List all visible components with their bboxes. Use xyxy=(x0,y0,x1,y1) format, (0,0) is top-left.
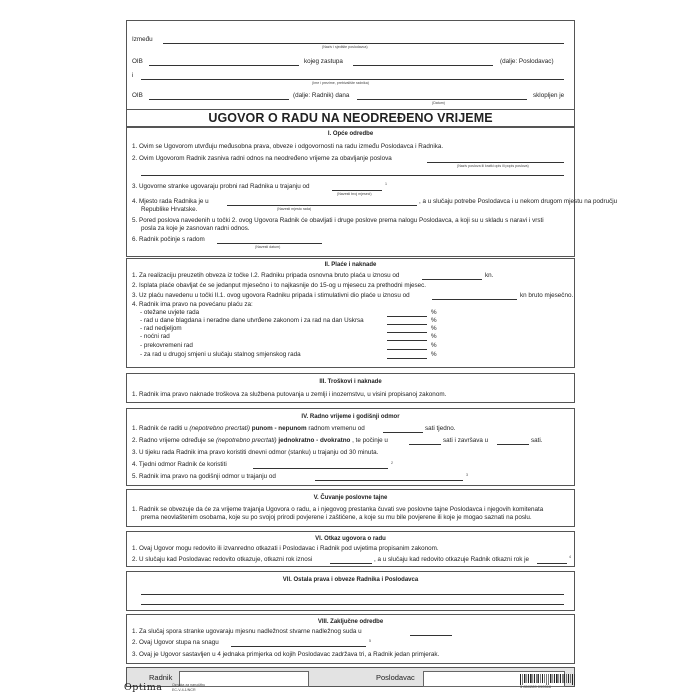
section-3-heading: III. Troškovi i naknade xyxy=(319,379,382,385)
section-4-heading: IV. Radno vrijeme i godišnji odmor xyxy=(301,414,400,420)
s2-row-2-pct: % xyxy=(431,317,437,324)
s1-item-2-hint: (Naziv poslova ili kratki opis ili popis poslova) xyxy=(457,164,529,168)
s4-item-1a: 1. Radnik će raditi u xyxy=(132,425,188,432)
s4-item-1d: radnom vremenu od xyxy=(308,425,365,432)
s8-item-1: 1. Za slučaj spora stranke ugovaraju mjesnu nadležnost stvarne nadležnog suda u xyxy=(132,628,362,635)
s2-row-4-line[interactable] xyxy=(387,340,427,341)
s1-item-2: 2. Ovim Ugovorom Radnik zasniva radni odnos na neodređeno vrijeme za obavljanje poslova xyxy=(132,155,392,162)
employee-oib-line[interactable] xyxy=(149,99,289,100)
s8-effective-line[interactable] xyxy=(231,646,366,647)
dalje-poslodavac-label: (dalje: Poslodavac) xyxy=(500,58,554,65)
s3-item-1: 1. Radnik ima pravo naknade troškova za službena putovanja u zemlji i inozemstvu, u visini propisanoj zakonom. xyxy=(132,391,447,398)
s2-row-1-line[interactable] xyxy=(387,316,427,317)
employee-hint: (Ime i prezime, prebivalište radnika) xyxy=(312,81,369,85)
s4-item-2e: sati i završava u xyxy=(443,437,489,444)
s2-row-4-pct: % xyxy=(431,333,437,340)
representative-line[interactable] xyxy=(353,65,493,66)
s6-employer-notice-line[interactable] xyxy=(330,563,372,564)
s2-row-3-pct: % xyxy=(431,325,437,332)
section-7-heading: VII. Ostala prava i obveze Radnika i Poslodavca xyxy=(282,577,419,583)
s4-start-line[interactable] xyxy=(409,444,441,445)
s2-item-3-kn: kn bruto mjesečno. xyxy=(520,292,574,299)
s6-item-2b: , a u slučaju kad redovito otkazuje Radnik otkazni rok je xyxy=(374,556,530,563)
poslodavac-label: Poslodavac xyxy=(376,673,415,682)
s1-item-5a: 5. Pored poslova navedenih u točki 2. ovog Ugovora Radnik će obavljati i druge poslove prema nalogu Poslodavca, a koji su u skladu s naravi i vrsti xyxy=(132,217,544,224)
section-5 xyxy=(126,489,575,527)
section-6 xyxy=(126,531,575,567)
s2-item-1: 1. Za realizaciju preuzetih obveza iz točke I.2. Radniku pripada osnovna bruto plaća u iznosu od xyxy=(132,272,400,279)
s2-row-3: - rad nedjeljom xyxy=(140,325,182,332)
employee-line[interactable] xyxy=(141,79,564,80)
s1-item-6-line[interactable] xyxy=(217,243,322,244)
s7-line-1[interactable] xyxy=(141,594,564,595)
section-4 xyxy=(126,408,575,486)
s1-item-4-line[interactable] xyxy=(227,205,417,206)
radnik-label: Radnik xyxy=(149,673,173,682)
s2-row-3-line[interactable] xyxy=(387,332,427,333)
employer-line[interactable] xyxy=(163,43,564,44)
s4-weekly-rest-line[interactable] xyxy=(253,468,388,469)
section-6-heading: VI. Otkaz ugovora o radu xyxy=(315,536,386,542)
barcode-number: 3 850289 090516 xyxy=(520,684,552,689)
s1-item-4b: , a u slučaju potrebe Poslodavca i u nekom drugom mjestu na području xyxy=(419,198,618,205)
s4-item-1c: punom - nepunom xyxy=(251,425,307,432)
section-1 xyxy=(126,127,618,257)
s4-item-1e: sati tjedno. xyxy=(425,425,456,432)
section-5-heading: V. Čuvanje poslovne tajne xyxy=(313,495,388,501)
s2-row-1: - otežane uvjete rada xyxy=(140,309,200,316)
s1-item-4-hint: (Navesti mjesto rada) xyxy=(277,207,312,211)
s2-row-2-line[interactable] xyxy=(387,324,427,325)
footnote-3: 3 xyxy=(466,473,468,477)
s1-item-6-hint: (Navesti datum) xyxy=(255,245,281,249)
s8-court-line[interactable] xyxy=(410,635,452,636)
s1-item-5b: posla za koje je zasnovan radni odnos. xyxy=(141,225,250,232)
s1-item-3-hint: (Navesti broj mjeseci) xyxy=(337,192,372,196)
s1-item-2-line2[interactable] xyxy=(141,175,564,176)
s2-item-4: 4. Radnik ima pravo na povećanu plaću za: xyxy=(132,301,253,308)
s4-hours-line[interactable] xyxy=(383,432,423,433)
s8-item-2: 2. Ovaj Ugovor stupa na snagu xyxy=(132,639,219,646)
header-block xyxy=(126,20,575,110)
s4-item-2f: sati. xyxy=(531,437,543,444)
section-8 xyxy=(126,614,575,664)
section-7 xyxy=(126,571,575,611)
s2-salary-line[interactable] xyxy=(422,279,482,280)
s4-end-line[interactable] xyxy=(497,444,529,445)
s2-row-4: - noćni rad xyxy=(140,333,170,340)
date-hint: (Datum) xyxy=(432,101,445,105)
footnote-5: 5 xyxy=(369,639,371,643)
s2-row-5-pct: % xyxy=(431,342,437,349)
s1-item-2-line[interactable] xyxy=(427,162,564,163)
s7-line-2[interactable] xyxy=(141,604,564,605)
s6-employee-notice-line[interactable] xyxy=(537,563,567,564)
s2-row-6-pct: % xyxy=(431,351,437,358)
kojeg-zastupa-label: kojeg zastupa xyxy=(304,58,343,65)
s6-item-1: 1. Ovaj Ugovor mogu redovito ili izvanredno otkazati i Poslodavac i Radnik pod uvjetima propisanim zakonom. xyxy=(132,545,439,552)
document-title: UGOVOR O RADU NA NEODREĐENO VRIJEME xyxy=(208,111,493,125)
sklopljen-label: sklopljen je xyxy=(533,92,565,99)
section-8-heading: VIII. Zaključne odredbe xyxy=(317,619,384,625)
s4-annual-leave-line[interactable] xyxy=(315,480,463,481)
s5-text-2: prema neovlaštenim osobama, koje su po svojoj prirodi povjerene i zaštićene, a koje su mu bile povjerene ili koje je mogao saznati na poslu. xyxy=(141,514,532,521)
s2-item-1-kn: kn. xyxy=(485,272,494,279)
s4-item-2b: (nepotrebno precrtati) xyxy=(216,437,277,444)
footnote-2: 2 xyxy=(391,461,393,465)
s2-row-2: - rad u dane blagdana i neradne dane utvrđene zakonom i za rad na dan Uskrsa xyxy=(140,317,364,324)
s4-item-5: 5. Radnik ima pravo na godišnji odmor u trajanju od xyxy=(132,473,276,480)
s4-item-2c: jednokratno - dvokratno xyxy=(278,437,351,444)
document-page xyxy=(117,18,618,688)
s1-item-6: 6. Radnik počinje s radom xyxy=(132,236,205,243)
izmedu-label: Između xyxy=(132,36,153,43)
brand-logo: Optima xyxy=(124,682,163,693)
section-3 xyxy=(126,373,575,403)
s4-item-4: 4. Tjedni odmor Radnik će koristiti xyxy=(132,461,227,468)
s4-item-1b: (nepotrebno precrtati) xyxy=(189,425,250,432)
s2-row-5: - prekovremeni rad xyxy=(140,342,193,349)
order-code-label: Oznaka za narudžbu xyxy=(172,683,206,687)
s2-bonus-line[interactable] xyxy=(432,299,517,300)
s2-item-2: 2. Isplata plaće obavljat će se jedanput mjesečno i to najkasnije do 15-og u mjesecu za prethodni mjesec. xyxy=(132,282,427,289)
contract-date-line[interactable] xyxy=(357,99,527,100)
oib2-label: OIB xyxy=(132,92,143,99)
s4-item-2 xyxy=(132,437,388,444)
s1-item-3: 3. Ugovorne stranke ugovaraju probni rad Radnika u trajanju od xyxy=(132,183,310,190)
s5-text-1: 1. Radnik se obvezuje da će za vrijeme trajanja Ugovora o radu, a i njegovog prestanka čuvati sve poslovne tajne Poslodavca i njegovih komitenata xyxy=(132,506,544,513)
s4-item-3: 3. U tijeku rada Radnik ima pravo koristiti dnevni odmor (stanku) u trajanju od 30 minuta. xyxy=(132,449,379,456)
section-1-heading: I. Opće odredbe xyxy=(327,131,374,137)
dalje-radnik-label: (dalje: Radnik) dana xyxy=(293,92,350,99)
s1-item-4c: Republike Hrvatske. xyxy=(141,206,198,213)
s2-item-3: 3. Uz plaću navedenu u točki II.1. ovog ugovora Radniku pripada i stimulativni dio plaće u iznosu od xyxy=(132,292,410,299)
s4-item-2d: , te počinje u xyxy=(352,437,388,444)
i-label: i xyxy=(132,72,134,79)
employer-oib-line[interactable] xyxy=(149,65,299,66)
s4-item-2a: 2. Radno vrijeme određuje se xyxy=(132,437,215,444)
footnote-1: 1 xyxy=(385,182,387,186)
section-2-heading: II. Plaće i naknade xyxy=(324,262,377,268)
footnote-4: 4 xyxy=(569,555,571,559)
s1-item-1: 1. Ovim se Ugovorom utvrđuju međusobna prava, obveze i odgovornosti na radu između Poslodavca i Radnika. xyxy=(132,143,444,150)
s2-row-6-line[interactable] xyxy=(387,358,427,359)
s1-item-3-line[interactable] xyxy=(332,190,382,191)
s4-item-1 xyxy=(132,425,365,432)
s1-item-4a: 4. Mjesto rada Radnika je u xyxy=(132,198,209,205)
oib-label: OIB xyxy=(132,58,143,65)
s2-row-1-pct: % xyxy=(431,309,437,316)
order-code: EC-V-4-1/NCR xyxy=(172,688,196,692)
s6-item-2a: 2. U slučaju kad Poslodavac redovito otkazuje, otkazni rok iznosi xyxy=(132,556,313,563)
s2-row-5-line[interactable] xyxy=(387,349,427,350)
section-2 xyxy=(126,258,575,368)
s2-row-6: - za rad u drugoj smjeni u slučaju stalnog smjenskog rada xyxy=(140,351,301,358)
s8-item-3: 3. Ovaj je Ugovor sastavljen u 4 jednaka primjerka od kojih Poslodavac zadržava tri, a Radnik jedan primjerak. xyxy=(132,651,440,658)
employer-hint: (Naziv i sjedište poslodavca) xyxy=(322,45,368,49)
title-box xyxy=(126,109,575,127)
